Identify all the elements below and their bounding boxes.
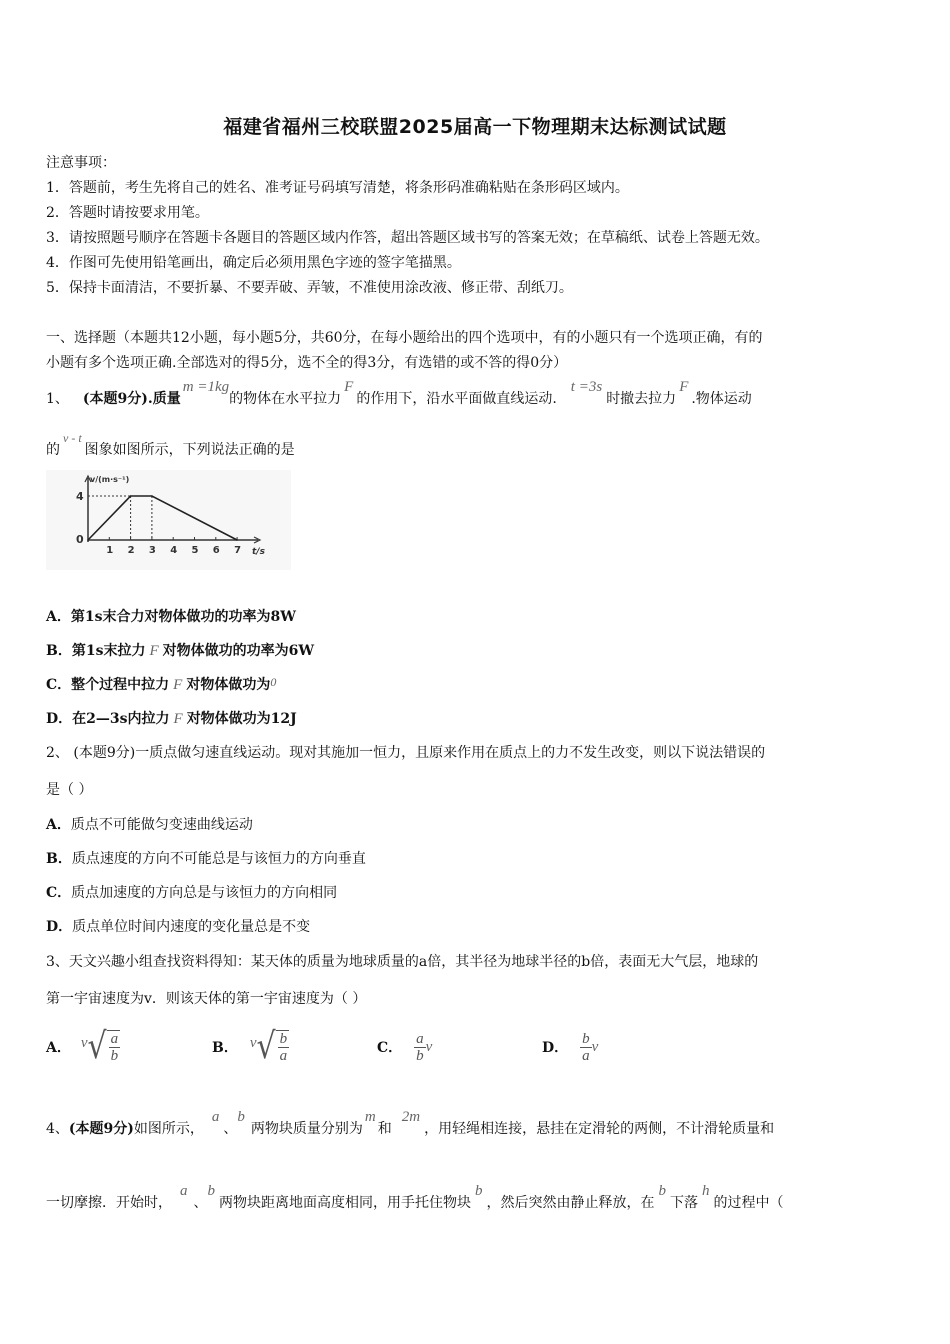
x-tick-label: 4 [170,545,178,556]
question-text: ，用轻绳相连接，悬挂在定滑轮的两侧，不计滑轮质量和 [424,1121,775,1137]
x-axis-label: t/s [252,547,265,557]
question-number: 4、 [46,1121,69,1137]
force-symbol: F [173,711,183,727]
option-text: 对物体做功的功率为6W [162,643,315,659]
option-label: C． [46,885,72,901]
question-2-line1: 2、 (本题9分)一质点做匀速直线运动。现对其施加一恒力，且原来作用在质点上的力不发生改变，则以下说法错误的 [46,745,766,761]
x-tick-label: 2 [127,545,135,556]
q2-option-a[interactable] [46,814,253,834]
question-1-line1 [46,379,752,408]
question-score: (本题9分) [82,391,148,407]
notice-item: 1．答题前，考生先将自己的姓名、准考证号码填写清楚，将条形码准确粘贴在条形码区域内。 [46,180,629,196]
y-axis-label: v/(m·s⁻¹) [90,475,130,484]
question-number: 1、 [46,391,69,407]
sqrt-expression [87,1025,121,1068]
force-symbol: F [149,643,159,659]
vt-symbol: v - t [63,431,82,445]
option-text: 第1s末拉力 [71,643,146,659]
q3-option-a[interactable] [46,1022,120,1072]
radical-sign: √ [87,1025,107,1068]
question-text: 下落 [670,1195,698,1211]
question-score: (本题9分) [68,1121,134,1137]
option-label: B． [46,643,72,659]
q1-option-c[interactable] [46,674,276,694]
question-3-line1: 3、天文兴趣小组查找资料得知：某天体的质量为地球质量的a倍，其半径为地球半径的b倍，表面无大气层，地球的 [46,954,759,970]
question-text: 一切摩擦．开始时， [46,1195,172,1211]
question-4-line2 [46,1183,784,1212]
q2-option-c[interactable] [46,882,337,902]
option-text: 对物体做功为12J [186,711,297,727]
block-b-symbol: b [207,1183,215,1199]
option-text: 质点不可能做匀变速曲线运动 [70,817,253,833]
data-point [236,539,238,541]
mass-symbol: m [364,1109,376,1125]
x-tick-label: 3 [148,545,156,556]
section-instructions-line2: 小题有多个选项正确.全部选对的得5分，选不全的得3分，有选错的或不答的得0分） [46,355,568,371]
notice-item: 5．保持卡面清洁，不要折暴、不要弄破、弄皱，不准使用涂改液、修正带、刮纸刀。 [46,280,573,296]
question-4-line1 [46,1109,775,1138]
option-text: 质点单位时间内速度的变化量总是不变 [72,919,311,935]
force-symbol: F [344,379,354,395]
q3-option-c[interactable] [377,1022,432,1072]
origin-label: 0 [76,533,84,546]
y-tick-label: 4 [76,490,84,503]
option-label: D． [542,1040,569,1056]
option-text: 质点速度的方向不可能总是与该恒力的方向垂直 [71,851,366,867]
question-text: .质量 [147,391,181,407]
exam-title: 福建省福州三校联盟2025届高一下物理期末达标测试试题 [223,116,727,138]
option-label: A． [46,609,71,625]
question-text: 的过程中（ [713,1195,784,1211]
force-symbol: F [679,379,689,395]
notice-item: 2．答题时请按要求用笔。 [46,205,209,221]
question-text: 的 [46,442,60,458]
q2-option-b[interactable] [46,848,366,868]
question-text: ，然后突然由静止释放，在 [486,1195,655,1211]
option-label: A． [46,817,71,833]
x-tick-label: 1 [106,545,114,556]
question-3-line2: 第一宇宙速度为v．则该天体的第一宇宙速度为（ ） [46,991,367,1007]
option-text: 整个过程中拉力 [71,677,170,693]
q2-option-d[interactable] [46,916,310,936]
question-text: 时撤去拉力 [606,391,677,407]
x-tick-label: 7 [234,545,242,556]
notice-item: 3．请按照题号顺序在答题卡各题目的答题区域内作答，超出答题区域书写的答案无效；在草稿纸、试卷上答题无效。 [46,230,769,246]
question-text: 两物块质量分别为 [250,1121,363,1137]
option-text: 在2—3s内拉力 [72,711,170,727]
block-a-symbol: a [180,1183,188,1199]
notice-heading: 注意事项： [46,155,116,171]
mass-2m-symbol: 2m [401,1109,421,1125]
force-symbol: F [173,677,183,693]
separator: 、 [193,1195,208,1211]
block-b-symbol: b [237,1109,245,1125]
option-label: B． [212,1040,238,1056]
data-point [87,539,89,541]
question-1-line2 [46,431,295,459]
question-text: 的作用下，沿水平面做直线运动. [356,391,557,407]
section-instructions-line1: 一、选择题（本题共12小题，每小题5分，共60分，在每小题给出的四个选项中，有的小题只有一个选项正确，有的 [46,330,763,346]
option-text: 对物体做功为 [186,677,271,693]
q1-option-b[interactable] [46,640,314,660]
radical-sign: √ [256,1025,276,1068]
option-label: D． [46,711,73,727]
block-a-symbol: a [211,1109,220,1125]
option-label: B． [46,851,72,867]
x-tick-label: 6 [212,545,220,556]
option-label: D． [46,919,73,935]
zero-value: 0 [270,675,277,689]
question-text: .物体运动 [691,391,752,407]
option-label: A． [46,1040,71,1056]
fraction: $\frac{a}{b}$ [416,1030,424,1064]
separator: 、 [223,1121,238,1137]
q1-option-a[interactable] [46,606,296,626]
question-text: 两物块距离地面高度相同，用手托住物块 [219,1195,471,1211]
option-label: C． [46,677,72,693]
q3-option-b[interactable] [212,1022,289,1072]
question-2-line2: 是（ ） [46,782,93,798]
q3-option-d[interactable] [542,1022,598,1072]
height-symbol: h [702,1183,710,1199]
option-label: C． [377,1040,403,1056]
vt-graph [46,470,291,570]
question-text: 如图所示， [133,1121,204,1137]
block-b-symbol: b [658,1183,666,1199]
notice-item: 4．作图可先使用铅笔画出，确定后必须用黑色字迹的签字笔描黑。 [46,255,461,271]
question-text: 图象如图所示，下列说法正确的是 [84,442,295,458]
fraction: $\frac{b}{a}$ [279,1031,288,1064]
data-point [130,495,132,497]
q1-option-d[interactable] [46,708,297,728]
velocity-symbol: v [80,1034,88,1051]
time-formula: t =3s [570,379,603,395]
option-text: 第1s末合力对物体做功的功率为8W [70,609,296,625]
question-text: 和 [377,1121,392,1137]
mass-formula: m =1kg [182,379,230,395]
velocity-symbol: v [249,1034,257,1051]
question-text: 的物体在水平拉力 [229,391,342,407]
x-tick-label: 5 [191,545,199,556]
data-point [151,495,153,497]
sqrt-expression [256,1025,290,1068]
fraction: $\frac{a}{b}$ [110,1031,119,1064]
fraction: $\frac{b}{a}$ [582,1030,590,1064]
block-b-symbol: b [475,1183,483,1199]
velocity-symbol: v [425,1038,433,1055]
velocity-symbol: v [591,1038,599,1055]
option-text: 质点加速度的方向总是与该恒力的方向相同 [71,885,338,901]
